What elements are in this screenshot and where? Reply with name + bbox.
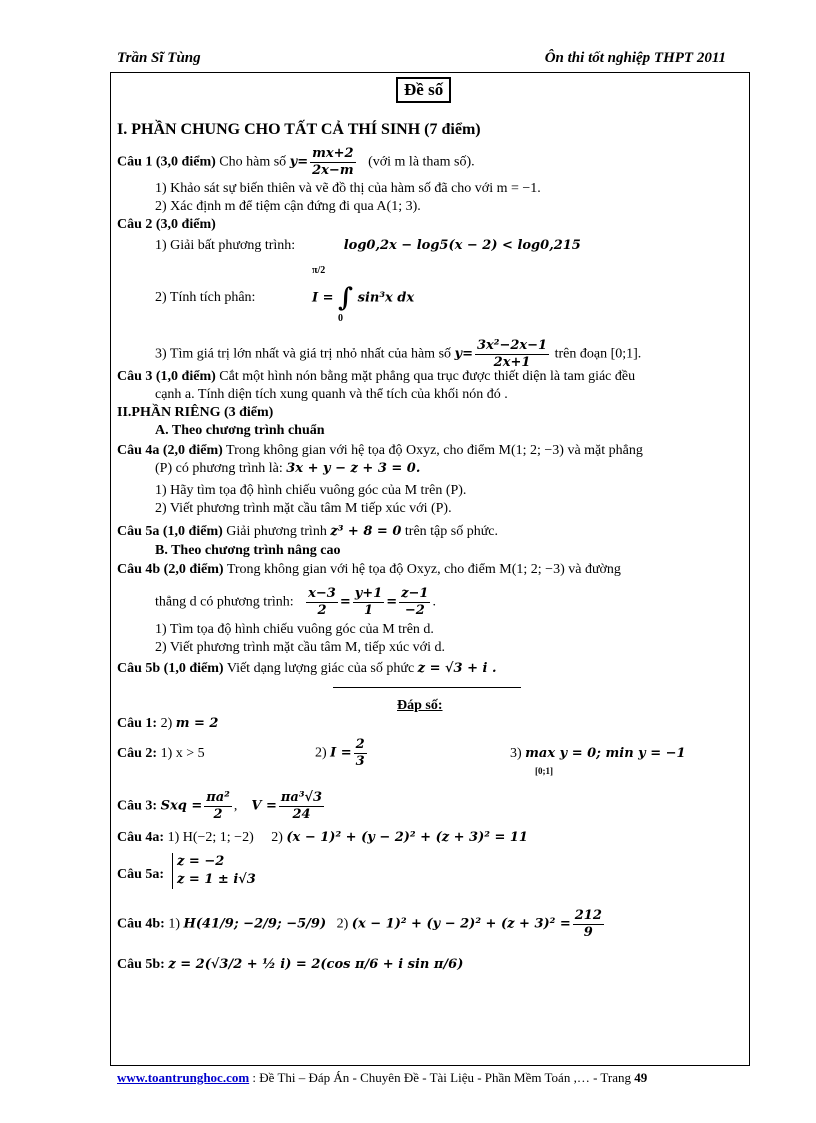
q2-s1-text: 1) Giải bất phương trình: bbox=[155, 238, 296, 253]
ans-c1 bbox=[117, 715, 218, 733]
ans-c4a-label: Câu 4a: bbox=[117, 830, 165, 845]
q2-s2 bbox=[155, 289, 255, 307]
ans-c5a-1: z = −2 bbox=[177, 854, 225, 869]
q4a-text: Trong không gian với hệ tọa độ Oxyz, cho điểm M(1; 2; −3) và mặt phẳng bbox=[226, 443, 643, 458]
answers-title: Đáp số: bbox=[397, 698, 443, 713]
ans-c2-2-fden: 3 bbox=[355, 754, 365, 769]
ans-c5b-label: Câu 5b: bbox=[117, 957, 165, 972]
q4b bbox=[117, 561, 621, 579]
part2-heading: II.PHẦN RIÊNG (3 điểm) bbox=[117, 405, 274, 420]
ans-c5a-label: Câu 5a: bbox=[117, 867, 165, 882]
ans-c4b-H: H(41/9; −2/9; −5/9) bbox=[183, 916, 327, 932]
page-number: 49 bbox=[634, 1070, 648, 1085]
ans-c2-1: 1) x > 5 bbox=[160, 746, 205, 761]
q1-note: (với m là tham số). bbox=[368, 154, 475, 170]
q2-s3-den: 2x+1 bbox=[493, 355, 531, 370]
ans-c4b-2-den: 9 bbox=[583, 925, 593, 940]
ans-c3-v: V = bbox=[251, 798, 277, 814]
ans-c3-sden: 2 bbox=[213, 807, 223, 822]
q4b-s2: 2) Viết phương trình mặt cầu tâm M, tiếp xúc với d. bbox=[155, 640, 445, 655]
q4b-text2: thẳng d có phương trình: bbox=[155, 594, 294, 610]
q1-text: Cho hàm số bbox=[219, 154, 287, 170]
q4a-s1: 1) Hãy tìm tọa độ hình chiếu vuông góc của M trên (P). bbox=[155, 483, 467, 498]
ans-c2-label: Câu 2: bbox=[117, 746, 158, 761]
q4b-f1n: x−3 bbox=[308, 586, 336, 601]
q5a-text: Giải phương trình bbox=[226, 524, 327, 539]
q1: Câu 1 (3,0 điểm) Cho hàm số y= $\frac{mx+2}{2x-m}$ (với m là tham số). bbox=[117, 146, 475, 178]
q4a-eq: 3x + y − z + 3 = 0. bbox=[286, 461, 421, 476]
q2-lower: 0 bbox=[338, 313, 343, 324]
q2-s1-math: log0,2x − log5(x − 2) < log0,215 bbox=[343, 238, 581, 253]
exam-title: Đề số bbox=[396, 77, 451, 103]
ans-c5a-2: z = 1 ± i√3 bbox=[177, 872, 256, 887]
ans-c2-2-math: I = bbox=[330, 745, 352, 761]
ans-c2-3 bbox=[510, 745, 686, 763]
q4a-text2: (P) có phương trình là: bbox=[155, 461, 283, 476]
q4a bbox=[117, 442, 643, 460]
ans-c4b-2: 2) bbox=[336, 916, 349, 932]
q2-s1 bbox=[155, 237, 581, 255]
q1-label: Câu 1 (3,0 điểm) bbox=[117, 154, 216, 170]
q4b-f2d: 1 bbox=[363, 603, 374, 618]
q4b-f3n: z−1 bbox=[401, 586, 429, 601]
q1-num: mx+2 bbox=[312, 146, 354, 161]
part1-heading: I. PHẦN CHUNG CHO TẤT CẢ THÍ SINH (7 điểm) bbox=[117, 121, 481, 138]
ans-c5b-math: z = 2(√3/2 + ½ i) = 2(cos π/6 + i sin π/6) bbox=[168, 957, 464, 972]
prog-a: A. Theo chương trình chuẩn bbox=[155, 423, 325, 438]
ans-c3-s: Sxq = bbox=[160, 798, 203, 814]
q4a-s2: 2) Viết phương trình mặt cầu tâm M tiếp xúc với (P). bbox=[155, 501, 452, 516]
ans-c4b-label: Câu 4b: bbox=[117, 916, 165, 932]
q3-text2: cạnh a. Tính diện tích xung quanh và thể tích của khối nón đó . bbox=[155, 387, 508, 402]
ans-c4a bbox=[117, 829, 528, 847]
ans-c4b bbox=[117, 908, 606, 941]
q4b-line2: thẳng d có phương trình: $\frac{x-3}{2}$ = $\frac{y+1}{1}$ = $\frac{z-1}{-2}$ . bbox=[155, 586, 436, 618]
ans-c4b-2-math: (x − 1)² + (y − 2)² + (z + 3)² = bbox=[351, 916, 571, 932]
q1-den: 2x−m bbox=[312, 163, 354, 178]
q3 bbox=[117, 368, 635, 386]
q2-s3-text: 3) Tìm giá trị lớn nhất và giá trị nhỏ nhất của hàm số bbox=[155, 346, 452, 362]
q2-integral: I = ∫ sin³x dx bbox=[312, 283, 415, 313]
q4b-label: Câu 4b (2,0 điểm) bbox=[117, 562, 224, 577]
q5a-end: trên tập số phức. bbox=[404, 524, 499, 539]
footer bbox=[117, 1070, 647, 1086]
q2-s2-text: 2) Tính tích phân: bbox=[155, 290, 256, 305]
ans-c2-2-num: 2) bbox=[315, 745, 327, 761]
header-title: Ôn thi tốt nghiệp THPT 2011 bbox=[544, 50, 726, 66]
ans-c2 bbox=[117, 745, 205, 763]
q1-s2: 2) Xác định m để tiệm cận đứng đi qua A(1; 3). bbox=[155, 199, 421, 214]
q2-s3: 3) Tìm giá trị lớn nhất và giá trị nhỏ nhất của hàm số y= $\frac{\text{3x²−2x−1}}{2x+1}$ trên đoạn [0;1]. bbox=[155, 338, 642, 370]
q4a-label: Câu 4a (2,0 điểm) bbox=[117, 443, 223, 458]
q5a bbox=[117, 523, 498, 541]
q4b-text: Trong không gian với hệ tọa độ Oxyz, cho điểm M(1; 2; −3) và đường bbox=[226, 562, 621, 577]
q2-s3-num: 3x²−2x−1 bbox=[476, 338, 548, 353]
ans-c3-label: Câu 3: bbox=[117, 798, 158, 814]
ans-c1-num: 2) bbox=[160, 716, 173, 731]
separator bbox=[333, 687, 521, 688]
q1-s1: 1) Khảo sát sự biến thiên và vẽ đồ thị của hàm số đã cho với m = −1. bbox=[155, 181, 541, 196]
q2-s2-math: sin³x dx bbox=[357, 290, 415, 306]
footer-text: : Đề Thi – Đáp Án - Chuyên Đề - Tài Liệu - Phần Mềm Toán ,… - Trang bbox=[252, 1070, 631, 1085]
ans-c2-2-fnum: 2 bbox=[355, 737, 365, 752]
ans-c2-3-num: 3) bbox=[510, 746, 522, 761]
ans-c2-3-sub: [0;1] bbox=[535, 766, 553, 776]
bottom-rule bbox=[110, 1065, 750, 1066]
q5a-label: Câu 5a (1,0 điểm) bbox=[117, 524, 223, 539]
ans-c4b-2-num: 212 bbox=[574, 908, 602, 923]
q4b-s1: 1) Tìm tọa độ hình chiếu vuông góc của M trên d. bbox=[155, 622, 434, 637]
ans-c3-vnum: πa³√3 bbox=[280, 790, 323, 805]
footer-link[interactable]: www.toantrunghoc.com bbox=[117, 1070, 250, 1085]
q2-upper: π/2 bbox=[312, 265, 326, 276]
header-author: Trần Sĩ Tùng bbox=[117, 50, 201, 66]
ans-c4a-2-math: (x − 1)² + (y − 2)² + (z + 3)² = 11 bbox=[286, 830, 528, 845]
ans-c2-3-math: max y = 0; min y = −1 bbox=[525, 746, 686, 761]
ans-c5a bbox=[117, 866, 164, 884]
prog-b: B. Theo chương trình nâng cao bbox=[155, 543, 341, 558]
ans-c5a-system bbox=[172, 853, 256, 889]
q4b-f2n: y+1 bbox=[354, 586, 383, 601]
ans-c4a-2: 2) bbox=[271, 830, 283, 845]
q5b-label: Câu 5b (1,0 điểm) bbox=[117, 661, 224, 676]
q5a-eq: z³ + 8 = 0 bbox=[330, 524, 402, 539]
q5b-text: Viết dạng lượng giác của số phức bbox=[226, 661, 415, 676]
ans-c1-label: Câu 1: bbox=[117, 716, 158, 731]
q5b-eq: z = √3 + i . bbox=[417, 661, 497, 676]
ans-c1-math: m = 2 bbox=[175, 716, 219, 731]
q3-label: Câu 3 (1,0 điểm) bbox=[117, 369, 216, 384]
q5b bbox=[117, 660, 497, 678]
ans-c3-snum: πa² bbox=[206, 790, 230, 805]
ans-c3-vden: 24 bbox=[292, 807, 311, 822]
ans-c5b bbox=[117, 956, 463, 974]
q4b-f3d: −2 bbox=[404, 603, 425, 618]
q2-s3-end: trên đoạn [0;1]. bbox=[554, 346, 642, 362]
q3-text: Cắt một hình nón bằng mặt phẳng qua trục được thiết diện là tam giác đều bbox=[219, 369, 636, 384]
ans-c2-2 bbox=[315, 737, 369, 770]
q4b-f1d: 2 bbox=[317, 603, 327, 618]
q2-label: Câu 2 (3,0 điểm) bbox=[117, 217, 216, 232]
ans-c3: Câu 3: Sxq = $\frac{\text{πa²}}{2}$ , V = $\frac{\text{πa³√3}}{24}$ bbox=[117, 790, 323, 822]
ans-c4b-1: 1) bbox=[168, 916, 181, 932]
ans-c4a-1: 1) H(−2; 1; −2) bbox=[167, 830, 254, 845]
q4a-line2 bbox=[155, 460, 420, 478]
